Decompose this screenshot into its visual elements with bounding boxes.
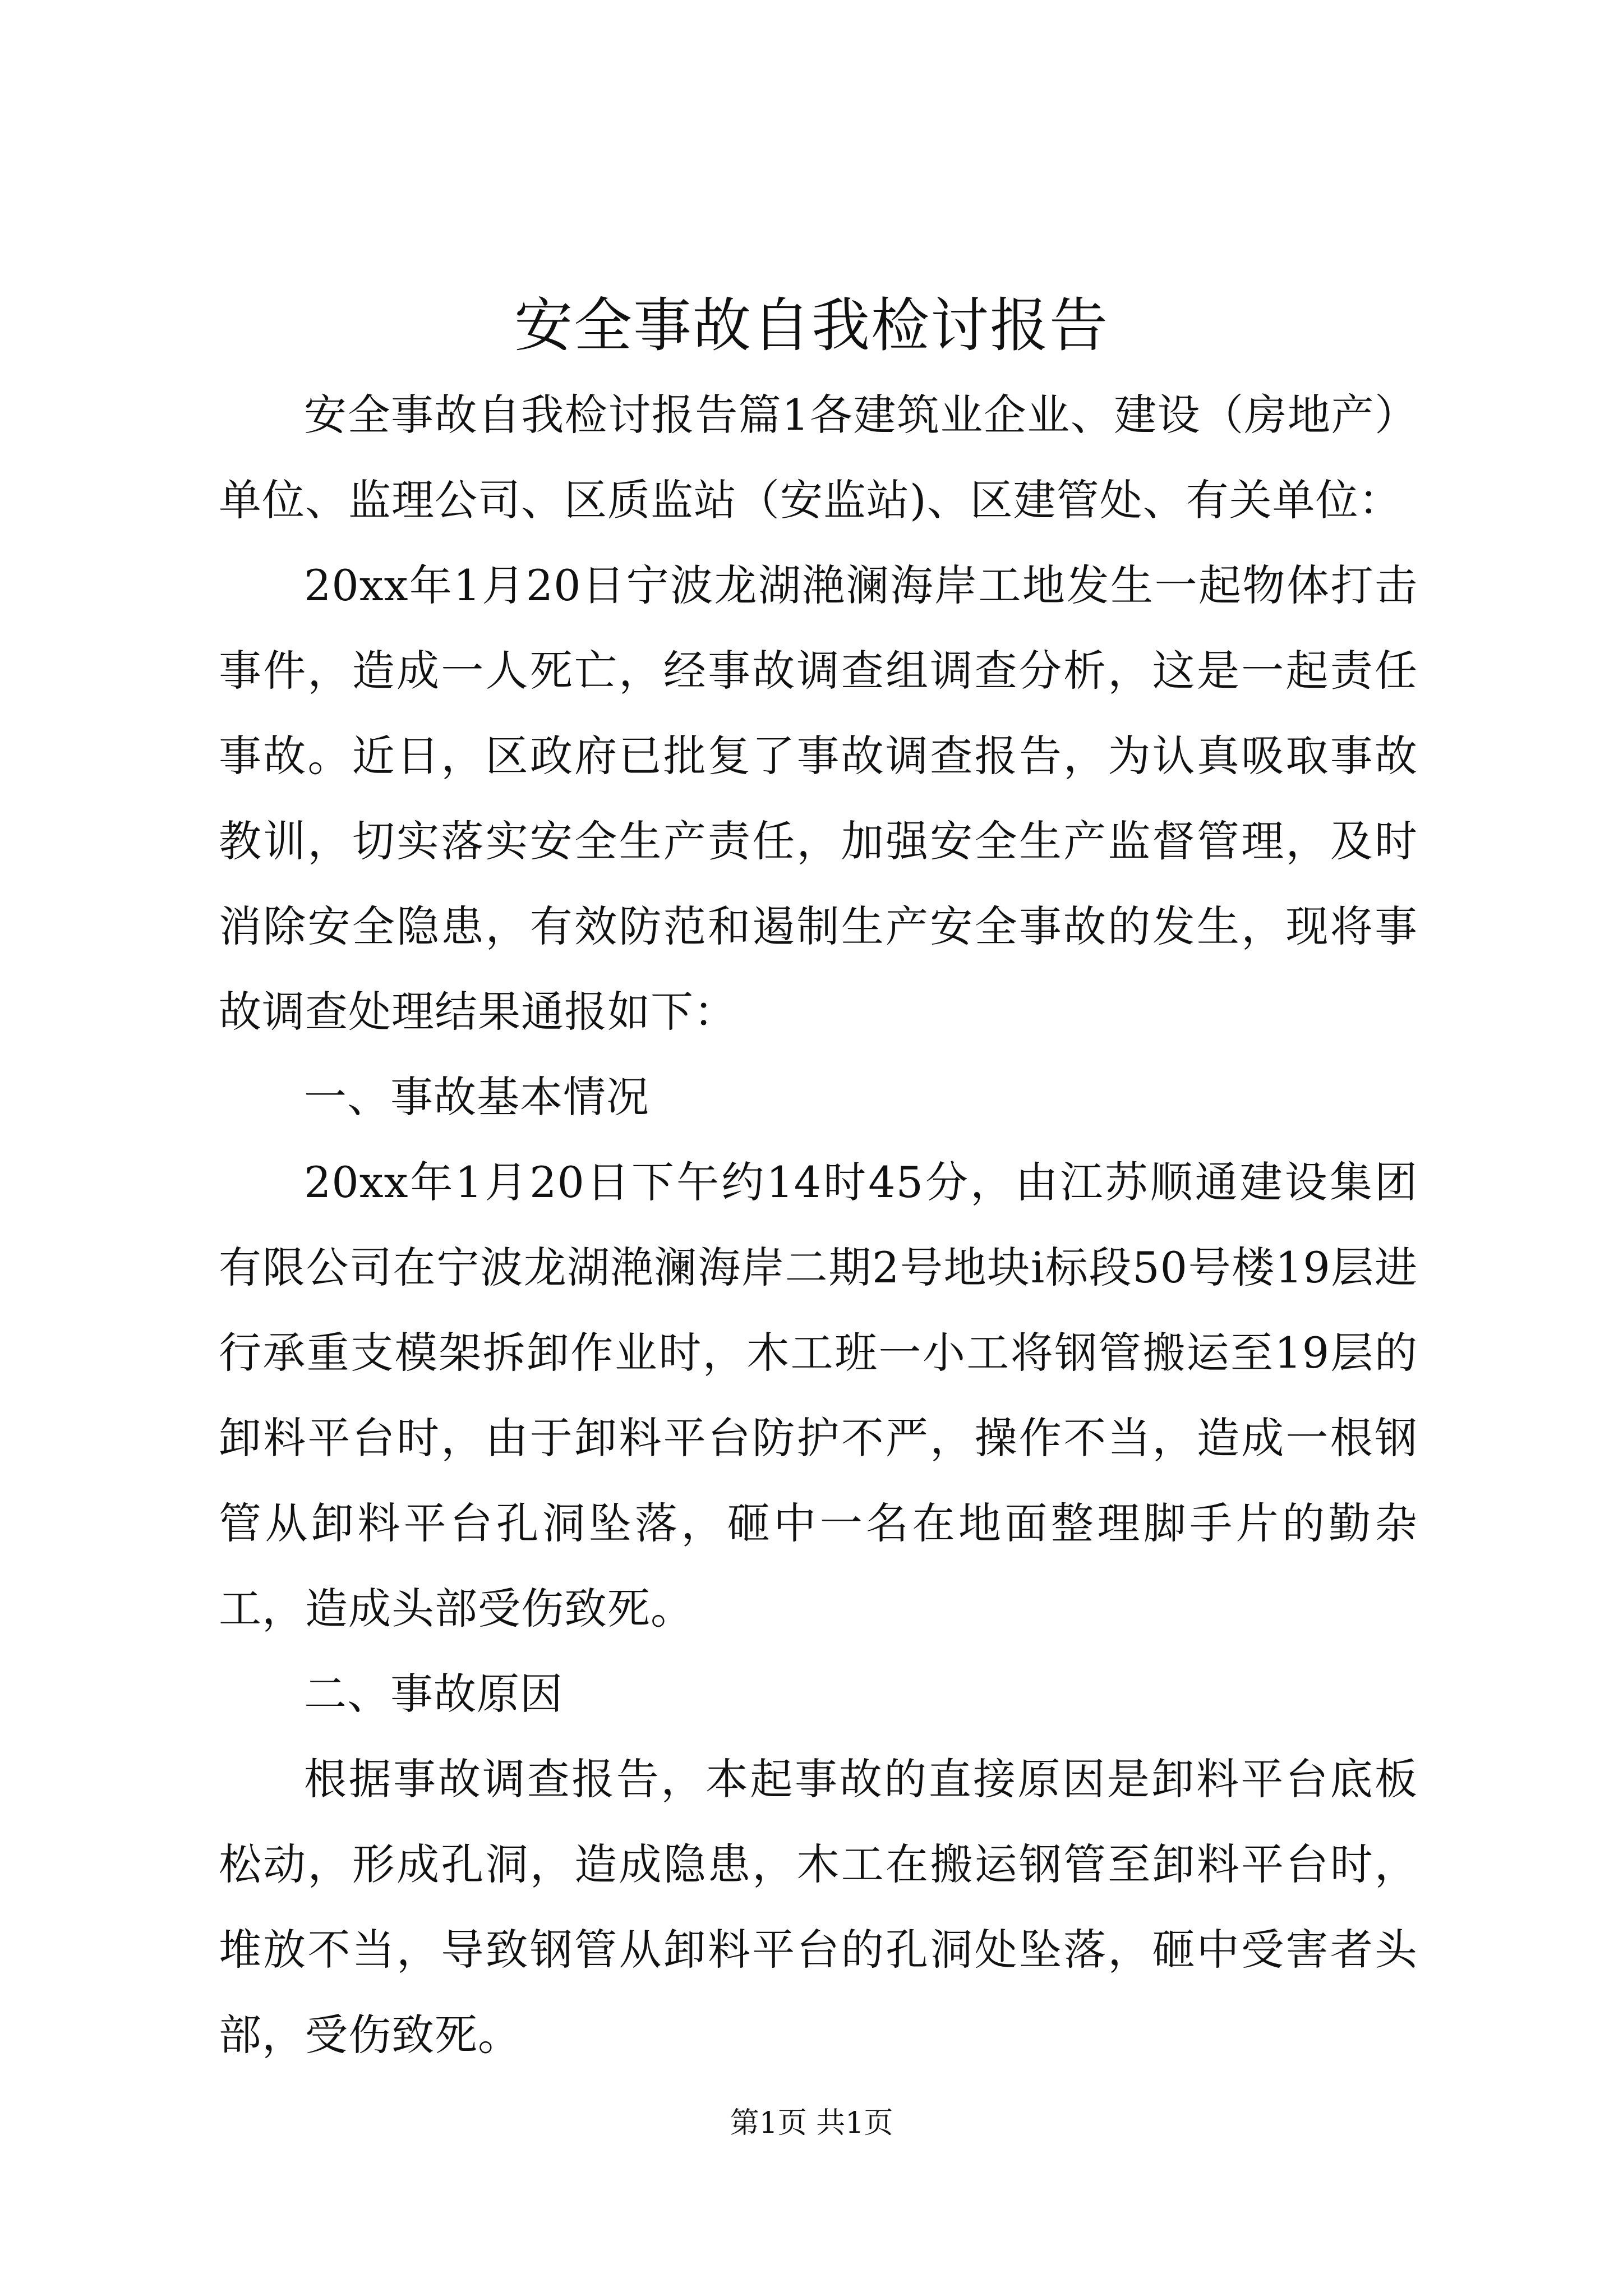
page-footer: 第1页 共1页 <box>730 2106 893 2140</box>
paragraph-incident-summary: 20xx年1月20日宁波龙湖滟澜海岸工地发生一起物体打击事件，造成一人死亡，经事故调查组调查分析，这是一起责任事故。近日，区政府已批复了事故调查报告，为认真吸取事故教训，切实落实安全生产责任，加强安全生产监督管理，及时消除安全隐患，有效防范和遏制生产安全事故的发生，现将事故调查处理结果通报如下： <box>219 560 1418 1037</box>
document-body <box>219 372 1418 2078</box>
paragraph-cause: 根据事故调查报告，本起事故的直接原因是卸料平台底板松动，形成孔洞，造成隐患，木工在搬运钢管至卸料平台时，堆放不当，导致钢管从卸料平台的孔洞处坠落，砸中受害者头部，受伤致死。 <box>219 1754 1418 2060</box>
section-heading-basic-situation: 一、事故基本情况 <box>304 1072 649 1122</box>
section-heading-cause: 二、事故原因 <box>304 1669 563 1719</box>
paragraph-basic-situation: 20xx年1月20日下午约14时45分，由江苏顺通建设集团有限公司在宁波龙湖滟澜海岸二期2号地块i标段50号楼19层进行承重支模架拆卸作业时，木工班一小工将钢管搬运至19层的卸料平台时，由于卸料平台防护不严，操作不当，造成一根钢管从卸料平台孔洞坠落，砸中一名在地面整理脚手片的勤杂工，造成头部受伤致死。 <box>219 1157 1418 1634</box>
paragraph-intro: 安全事故自我检讨报告篇1各建筑业企业、建设（房地产）单位、监理公司、区质监站（安监站)、区建管处、有关单位： <box>219 390 1418 525</box>
document-title: 安全事故自我检讨报告 <box>514 291 1109 360</box>
